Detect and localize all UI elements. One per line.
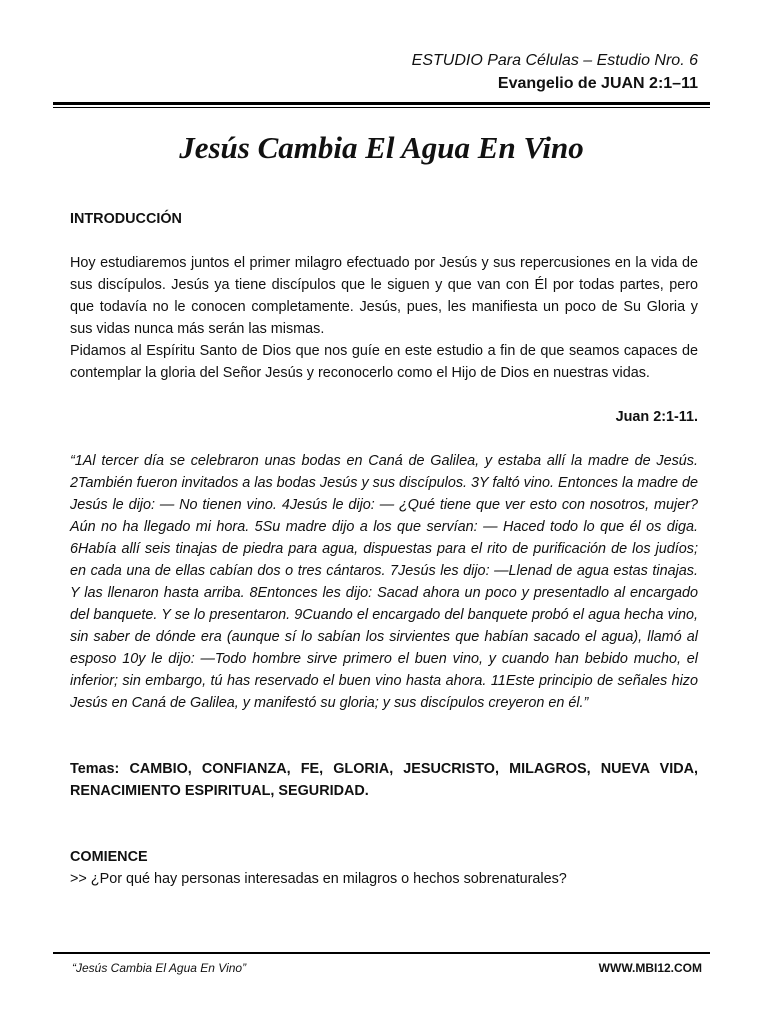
gospel-reference: Evangelio de JUAN 2:1–11 [497, 75, 698, 92]
introduction-paragraph-2: Pidamos al Espíritu Santo de Dios que nos guíe en este estudio a fin de que seamos capaces de contemplar la gloria del Señor Jesús y reconocerlo como el Hijo de Dios en nuestras vidas. [70, 343, 698, 381]
topics-list: CAMBIO, CONFIANZA, FE, GLORIA, JESUCRISTO, MILAGROS, NUEVA VIDA, RENACIMIENTO ESPIRITUAL, SEGURIDAD. [70, 761, 699, 799]
study-series-label: ESTUDIO Para Células – Estudio Nro. 6 [411, 52, 698, 69]
footer-divider [53, 952, 710, 954]
scripture-reference: Juan 2:1-11. [615, 409, 698, 425]
footer-title: “Jesús Cambia El Agua En Vino” [72, 961, 247, 975]
footer-website: WWW.MBI12.COM [598, 961, 702, 975]
scripture-quote: “1Al tercer día se celebraron unas bodas en Caná de Galilea, y estaba allí la madre de Jesús. 2También fueron invitados a las bodas Jesús y sus discípulos. 3Y faltó vino. Entonces la madre de Jesús le dijo: — No tienen vino. 4Jesús le dijo: — ¿Qué tiene que ver esto con nosotros, mujer? Aún no ha llegado mi hora. 5Su madre dijo a los que servían: — Haced todo lo que él os diga. 6Había allí seis tinajas de piedra para agua, dispuestas para el rito de purificación de los judíos; en cada una de ellas cabían dos o tres cántaros. 7Jesús les dijo: —Llenad de agua estas tinajas. Y las llenaron hasta arriba. 8Entonces les dijo: Sacad ahora un poco y presentadlo al encargado del banquete. Y se lo presentaron. 9Cuando el encargado del banquete probó el agua hecha vino, sin saber de dónde era (aunque sí lo sabían los sirvientes que habían sacado el agua), llamó al esposo 10y le dijo: —Todo hombre sirve primero el buen vino, y cuando han bebido mucho, el inferior; sin embargo, tú has reservado el buen vino hasta ahora. 11Este principio de señales hizo Jesús en Caná de Galilea, y manifestó su gloria; y sus discípulos creyeron en él.” [70, 453, 698, 711]
begin-question: >> ¿Por qué hay personas interesadas en milagros o hechos sobrenaturales? [70, 871, 567, 887]
begin-heading: COMIENCE [70, 849, 148, 865]
topics-line [70, 758, 698, 802]
document-body [70, 208, 698, 890]
header-divider [53, 102, 710, 108]
introduction-paragraph-1: Hoy estudiaremos juntos el primer milagro efectuado por Jesús y sus repercusiones en la vida de sus discípulos. Jesús ya tiene discípulos que le siguen y que van con Él por todas partes, pero que todavía no le conocen completamente. Jesús, pues, les manifiesta un poco de Su Gloria y sus vidas nunca más serán las mismas. [70, 255, 698, 337]
page-header [70, 50, 698, 96]
introduction-heading: INTRODUCCIÓN [70, 211, 182, 227]
topics-label: Temas: [70, 761, 120, 777]
page-title: Jesús Cambia El Agua En Vino [179, 130, 584, 165]
